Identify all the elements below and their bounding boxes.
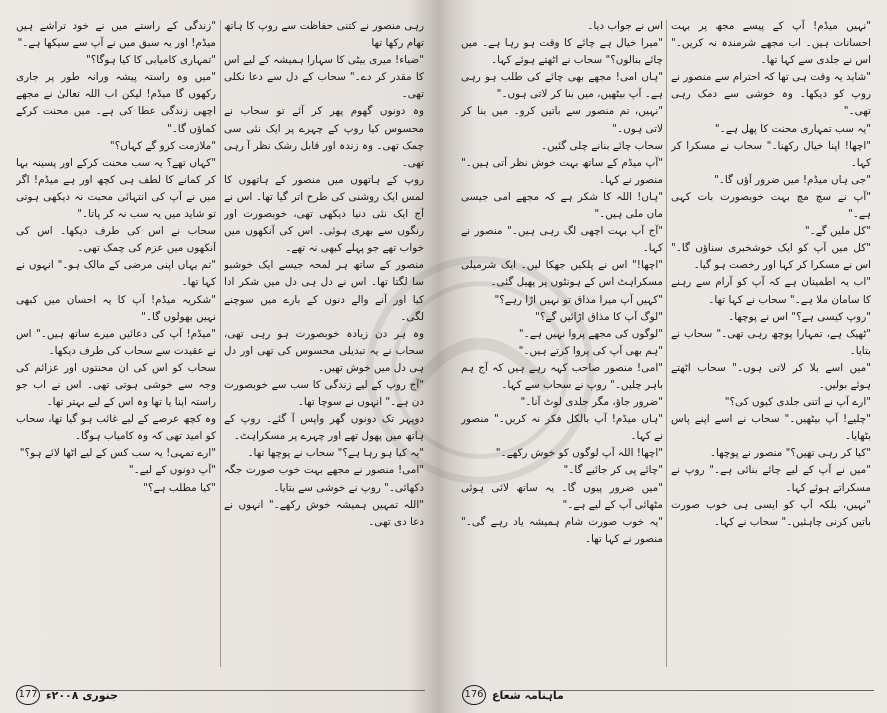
paragraph: "میڈم! آپ کی دعائیں میرے ساتھ ہیں۔" اس نے عقیدت سے سحاب کی طرف دیکھا۔ — [16, 327, 216, 357]
issue-date: جنوری ۲۰۰۸ء — [46, 688, 119, 702]
paragraph: روپ کے ہاتھوں میں منصور کے ہاتھوں کا لمس ایک روشنی کی طرح اتر گیا تھا۔ اس نے آج ایک نئی دنیا دیکھی تھی، خوبصورت اور رنگوں سے بھری ہوئی۔ اس کی آنکھوں میں خواب تھے جو پہلے کبھی نہ تھے۔ — [224, 173, 424, 255]
paragraph: "اچھا! اللہ آپ لوگوں کو خوش رکھے۔" — [495, 447, 663, 460]
paragraph: منصور کے ساتھ ہر لمحہ جیسے ایک خوشبو سا لگتا تھا۔ اس نے دل ہی دل میں شکر ادا کیا اور آنے والے دنوں کے بارے میں سوچنے لگی۔ — [224, 259, 424, 323]
paragraph: "ہاں میڈم! آپ بالکل فکر نہ کریں۔" منصور نے کہا۔ — [461, 413, 663, 443]
paragraph: وہ ہر دن زیادہ خوبصورت ہو رہی تھی، سحاب نے یہ تبدیلی محسوس کی تھی اور دل ہی دل میں خوش تھیں۔ — [224, 327, 424, 374]
left-page — [0, 0, 440, 713]
paragraph: "آج آپ بہت اچھی لگ رہی ہیں۔" منصور نے کہا۔ — [461, 225, 663, 255]
paragraph: "لوگوں کی مجھے پروا نہیں ہے۔" — [518, 327, 663, 340]
paragraph: "ارے آپ نے اتنی جلدی کیوں کی؟" — [724, 396, 871, 409]
running-head: ماہنامہ شعاع — [492, 688, 564, 702]
paragraph: "چلیے! آپ بیٹھیں۔" سحاب نے اسے اپنے پاس بٹھایا۔ — [671, 413, 871, 443]
paragraph: "ٹھیک ہے، تمہارا پوچھ رہی تھی۔" سحاب نے بتایا۔ — [671, 327, 871, 357]
paragraph: "میں نے آپ کے لیے چائے بنائی ہے۔" روپ نے مسکراتے ہوئے کہا۔ — [671, 464, 871, 494]
paragraph: اس نے جواب دیا۔ — [587, 20, 663, 32]
paragraph: وہ دونوں گھوم پھر کر آئے تو سحاب نے محسوس کیا روپ کے چہرے پر ایک نئی سی چمک تھی۔ وہ زندہ اور قابل رشک نظر آ رہی تھی۔ — [224, 105, 424, 169]
left-folio — [16, 685, 118, 705]
paragraph: "ضیاء! میری بیٹی کا سہارا ہمیشہ کے لیے اس کا مقدر کر دے۔" سحاب کے دل سے دعا نکلی تھی۔ — [224, 54, 424, 101]
paragraph: "چائے پی کر جائیے گا۔" — [563, 464, 663, 477]
paragraph: "روپ کیسی ہے؟" اس نے پوچھا۔ — [728, 310, 871, 323]
paragraph: "آپ دونوں کے لیے۔" — [128, 464, 216, 477]
left-page-column-left — [16, 18, 216, 673]
paragraph: "یہ خوب صورت شام ہمیشہ یاد رہے گی۔" منصور نے کہا تھا۔ — [461, 515, 663, 545]
paragraph: "ہاں! اللہ کا شکر ہے کہ مجھے امی جیسی ماں ملی ہیں۔" — [461, 190, 663, 221]
paragraph: "نہیں، بلکہ آپ کو ایسی ہی خوب صورت باتیں کرنی چاہئیں۔" سحاب نے کہا۔ — [671, 498, 871, 528]
column-divider — [220, 20, 221, 667]
paragraph: "میں اسے بلا کر لاتی ہوں۔" سحاب اٹھتے ہوئے بولیں۔ — [671, 361, 871, 391]
paragraph: "جی ہاں میڈم! میں ضرور آؤں گا۔" — [713, 173, 871, 186]
paragraph: "آج روپ کے لیے زندگی کا سب سے خوبصورت دن ہے۔" انہوں نے سوچا تھا۔ — [224, 378, 424, 409]
paragraph: وہ کچھ عرصے کے لیے غائب ہو گیا تھا، سحاب کو امید تھی کہ وہ کامیاب ہوگا۔ — [16, 413, 216, 443]
right-page-column-left — [461, 18, 663, 673]
paragraph: رہی منصور نے کتنی حفاظت سے روپ کا ہاتھ تھام رکھا تھا — [224, 20, 424, 50]
paragraph: "اللہ تمہیں ہمیشہ خوش رکھے۔" انہوں نے دعا دی تھی۔ — [224, 498, 424, 528]
paragraph: "میں ضرور پیوں گا۔ یہ ساتھ لائی ہوئی مٹھائی آپ کے لیے ہے۔" — [461, 481, 663, 511]
paragraph: "یہ سب تمہاری محنت کا پھل ہے۔" — [714, 122, 871, 135]
paragraph: "امی! منصور نے مجھے بہت خوب صورت جگہ دکھائی۔" روپ نے خوشی سے بتایا۔ — [224, 464, 424, 494]
paragraph: "نہیں میڈم! آپ کے پیسے مجھ پر بہت احسانات ہیں۔ اب مجھے شرمندہ نہ کریں۔" اس نے جلدی سے کہا تھا۔ — [671, 20, 871, 67]
page-number: 176 — [462, 685, 486, 705]
paragraph: "میرا خیال ہے چائے کا وقت ہو رہا ہے۔ میں چائے بنالوں؟" سحاب نے اٹھتے ہوئے کہا۔ — [461, 37, 663, 67]
paragraph: "نہیں، تم منصور سے باتیں کرو۔ میں بنا کر لاتی ہوں۔" — [461, 105, 663, 135]
right-page-column-right — [671, 18, 871, 673]
page-number: 177 — [16, 685, 40, 705]
paragraph: سحاب چائے بنانے چلی گئیں۔ — [540, 139, 663, 152]
paragraph: "امی! منصور صاحب کہہ رہے ہیں کہ آج ہم باہر چلیں۔" روپ نے سحاب سے کہا۔ — [461, 361, 663, 391]
right-page — [447, 0, 887, 713]
column-divider — [666, 20, 667, 667]
paragraph: سحاب نے اس کی طرف دیکھا۔ اس کی آنکھوں میں عزم کی چمک تھی۔ — [16, 225, 216, 255]
paragraph: "کہاں تھے؟ یہ سب محنت کرکے اور پسینہ بہا کر کمانے کا لطف ہی کچھ اور ہے میڈم! اگر میں نے آپ کی انتہائی محبت نہ دیکھی ہوتی تو شاید میں یہ سب نہ کر پاتا۔" — [16, 156, 216, 221]
paragraph: "ہم بھی آپ کی پروا کرتے ہیں۔" — [518, 344, 663, 357]
paragraph: "اچھا! اپنا خیال رکھنا۔" سحاب نے مسکرا کر کہا۔ — [671, 139, 871, 169]
paragraph: "شاید یہ وقت ہی تھا کہ احترام سے منصور نے روپ کو دیکھا۔ وہ خوشی سے دمک رہی تھی۔" — [671, 71, 871, 118]
paragraph: "آپ نے سچ مچ بہت خوبصورت بات کہی ہے۔" — [671, 190, 871, 221]
paragraph: سحاب کو اس کی ان محنتوں اور عزائم کی وجہ سے خوشی ہوتی تھی۔ اس نے اب جو راستہ اپنا یا تھا وہ اس کے لیے بہتر تھا۔ — [16, 361, 216, 409]
right-folio — [462, 685, 564, 705]
paragraph: "لوگ آپ کا مذاق اڑائیں گے؟" — [535, 310, 663, 323]
paragraph: "تمہاری کامیابی کا کیا ہوگا؟" — [85, 54, 216, 67]
paragraph: "کل ملیں گے۔" — [804, 225, 871, 238]
paragraph: "ہاں امی! مجھے بھی چائے کی طلب ہو رہی ہے۔ آپ بیٹھیں، میں بنا کر لاتی ہوں۔" — [461, 71, 663, 101]
paragraph: دوپہر تک دونوں گھر واپس آ گئے۔ روپ کے ہاتھ میں پھول تھے اور چہرے پر مسکراہٹ۔ — [224, 413, 424, 443]
paragraph: "یہ کیا ہو رہا ہے؟" سحاب نے پوچھا تھا۔ — [247, 447, 424, 460]
paragraph: "کیا کر رہی تھیں؟" منصور نے پوچھا۔ — [709, 447, 871, 460]
paragraph: "کہیں آپ میرا مذاق تو نہیں اڑا رہے؟" — [494, 293, 663, 306]
paragraph: "ضرور جاؤ، مگر جلدی لوٹ آنا۔" — [520, 396, 663, 409]
paragraph: "اچھا!" اس نے پلکیں جھکا لیں۔ ایک شرمیلی مسکراہٹ اس کے ہونٹوں پر پھیل گئی۔ — [461, 259, 663, 289]
left-page-column-right — [224, 18, 424, 673]
paragraph: "کیا مطلب ہے؟" — [143, 481, 216, 494]
paragraph: "تم یہاں اپنی مرضی کے مالک ہو۔" انہوں نے کہا تھا۔ — [16, 259, 216, 289]
paragraph: "اب یہ اطمینان ہے کہ آپ کو آرام سے رہنے کا سامان ملا ہے۔" سحاب نے کہا تھا۔ — [671, 276, 871, 306]
paragraph: "زندگی کے راستے میں نے خود تراشے ہیں میڈم! اور یہ سبق میں نے آپ سے سیکھا ہے۔" — [16, 20, 216, 50]
paragraph: "ارے تمہی! یہ سب کس کے لیے اٹھا لائے ہو؟" — [19, 447, 216, 460]
paragraph: "شکریہ میڈم! آپ کا یہ احسان میں کبھی نہیں بھولوں گا۔" — [16, 293, 216, 323]
paragraph: "آپ میڈم کے ساتھ بہت خوش نظر آتی ہیں۔" منصور نے کہا۔ — [461, 156, 663, 186]
paragraph: "کل میں آپ کو ایک خوشخبری سناؤں گا۔" اس نے مسکرا کر کہا اور رخصت ہو گیا۔ — [671, 242, 871, 272]
paragraph: "ملازمت کرو گے کہاں؟" — [109, 139, 216, 152]
paragraph: "میں وہ راستہ پیشہ ورانہ طور پر جاری رکھوں گا میڈم! لیکن اب اللہ تعالیٰ نے مجھے اچھی زندگی عطا کی ہے۔ میں محنت کرکے کماؤں گا۔" — [16, 71, 216, 135]
